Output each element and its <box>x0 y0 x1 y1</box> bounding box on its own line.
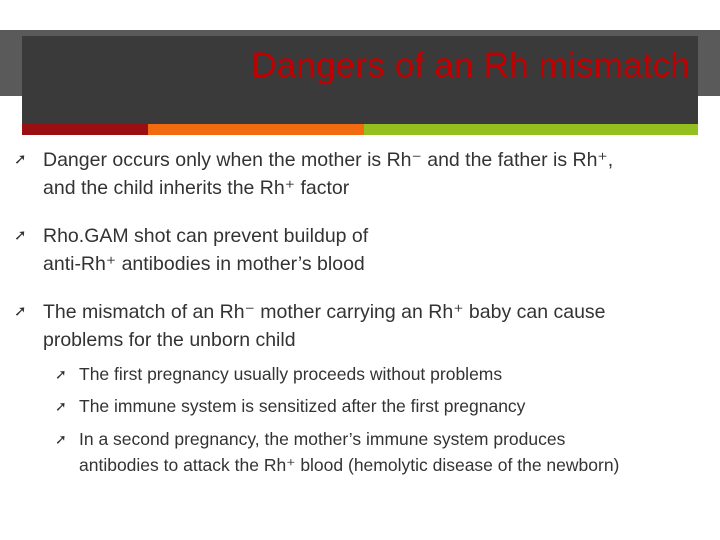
bullet-line: Danger occurs only when the mother is Rh⁻ and the father is Rh⁺, <box>43 149 614 171</box>
arrow-up-right-icon: ➚ <box>55 398 67 414</box>
bullet-item <box>14 146 714 202</box>
sub-bullet-line: The immune system is sensitized after the first pregnancy <box>79 396 526 416</box>
accent-stripe-red <box>22 124 148 135</box>
accent-stripe-orange <box>148 124 364 135</box>
sub-bullet-item <box>14 426 714 478</box>
bullet-item <box>14 298 714 354</box>
bullet-list <box>14 146 714 486</box>
sub-bullet-line: antibodies to attack the Rh⁺ blood (hemolytic disease of the newborn) <box>79 455 620 475</box>
bullet-line: The mismatch of an Rh⁻ mother carrying an Rh⁺ baby can cause <box>43 301 606 323</box>
bullet-line: problems for the unborn child <box>43 329 296 351</box>
bullet-line: Rho.GAM shot can prevent buildup of <box>43 225 369 247</box>
sub-bullet-item <box>14 394 714 418</box>
accent-stripe-green <box>364 124 698 135</box>
sub-bullet-line: In a second pregnancy, the mother’s immune system produces <box>79 429 566 449</box>
arrow-up-right-icon: ➚ <box>14 303 27 320</box>
arrow-up-right-icon: ➚ <box>55 431 67 447</box>
sub-bullet-item <box>14 362 714 386</box>
sub-bullet-line: The first pregnancy usually proceeds without problems <box>79 364 503 384</box>
bullet-line: anti-Rh⁺ antibodies in mother’s blood <box>43 253 365 275</box>
slide-title: Dangers of an Rh mismatch <box>251 46 690 85</box>
sub-bullet-list <box>14 362 714 478</box>
bullet-item <box>14 222 714 278</box>
bullet-line: and the child inherits the Rh⁺ factor <box>43 177 350 199</box>
arrow-up-right-icon: ➚ <box>55 366 67 382</box>
title-box <box>22 36 698 124</box>
arrow-up-right-icon: ➚ <box>14 151 27 168</box>
arrow-up-right-icon: ➚ <box>14 227 27 244</box>
